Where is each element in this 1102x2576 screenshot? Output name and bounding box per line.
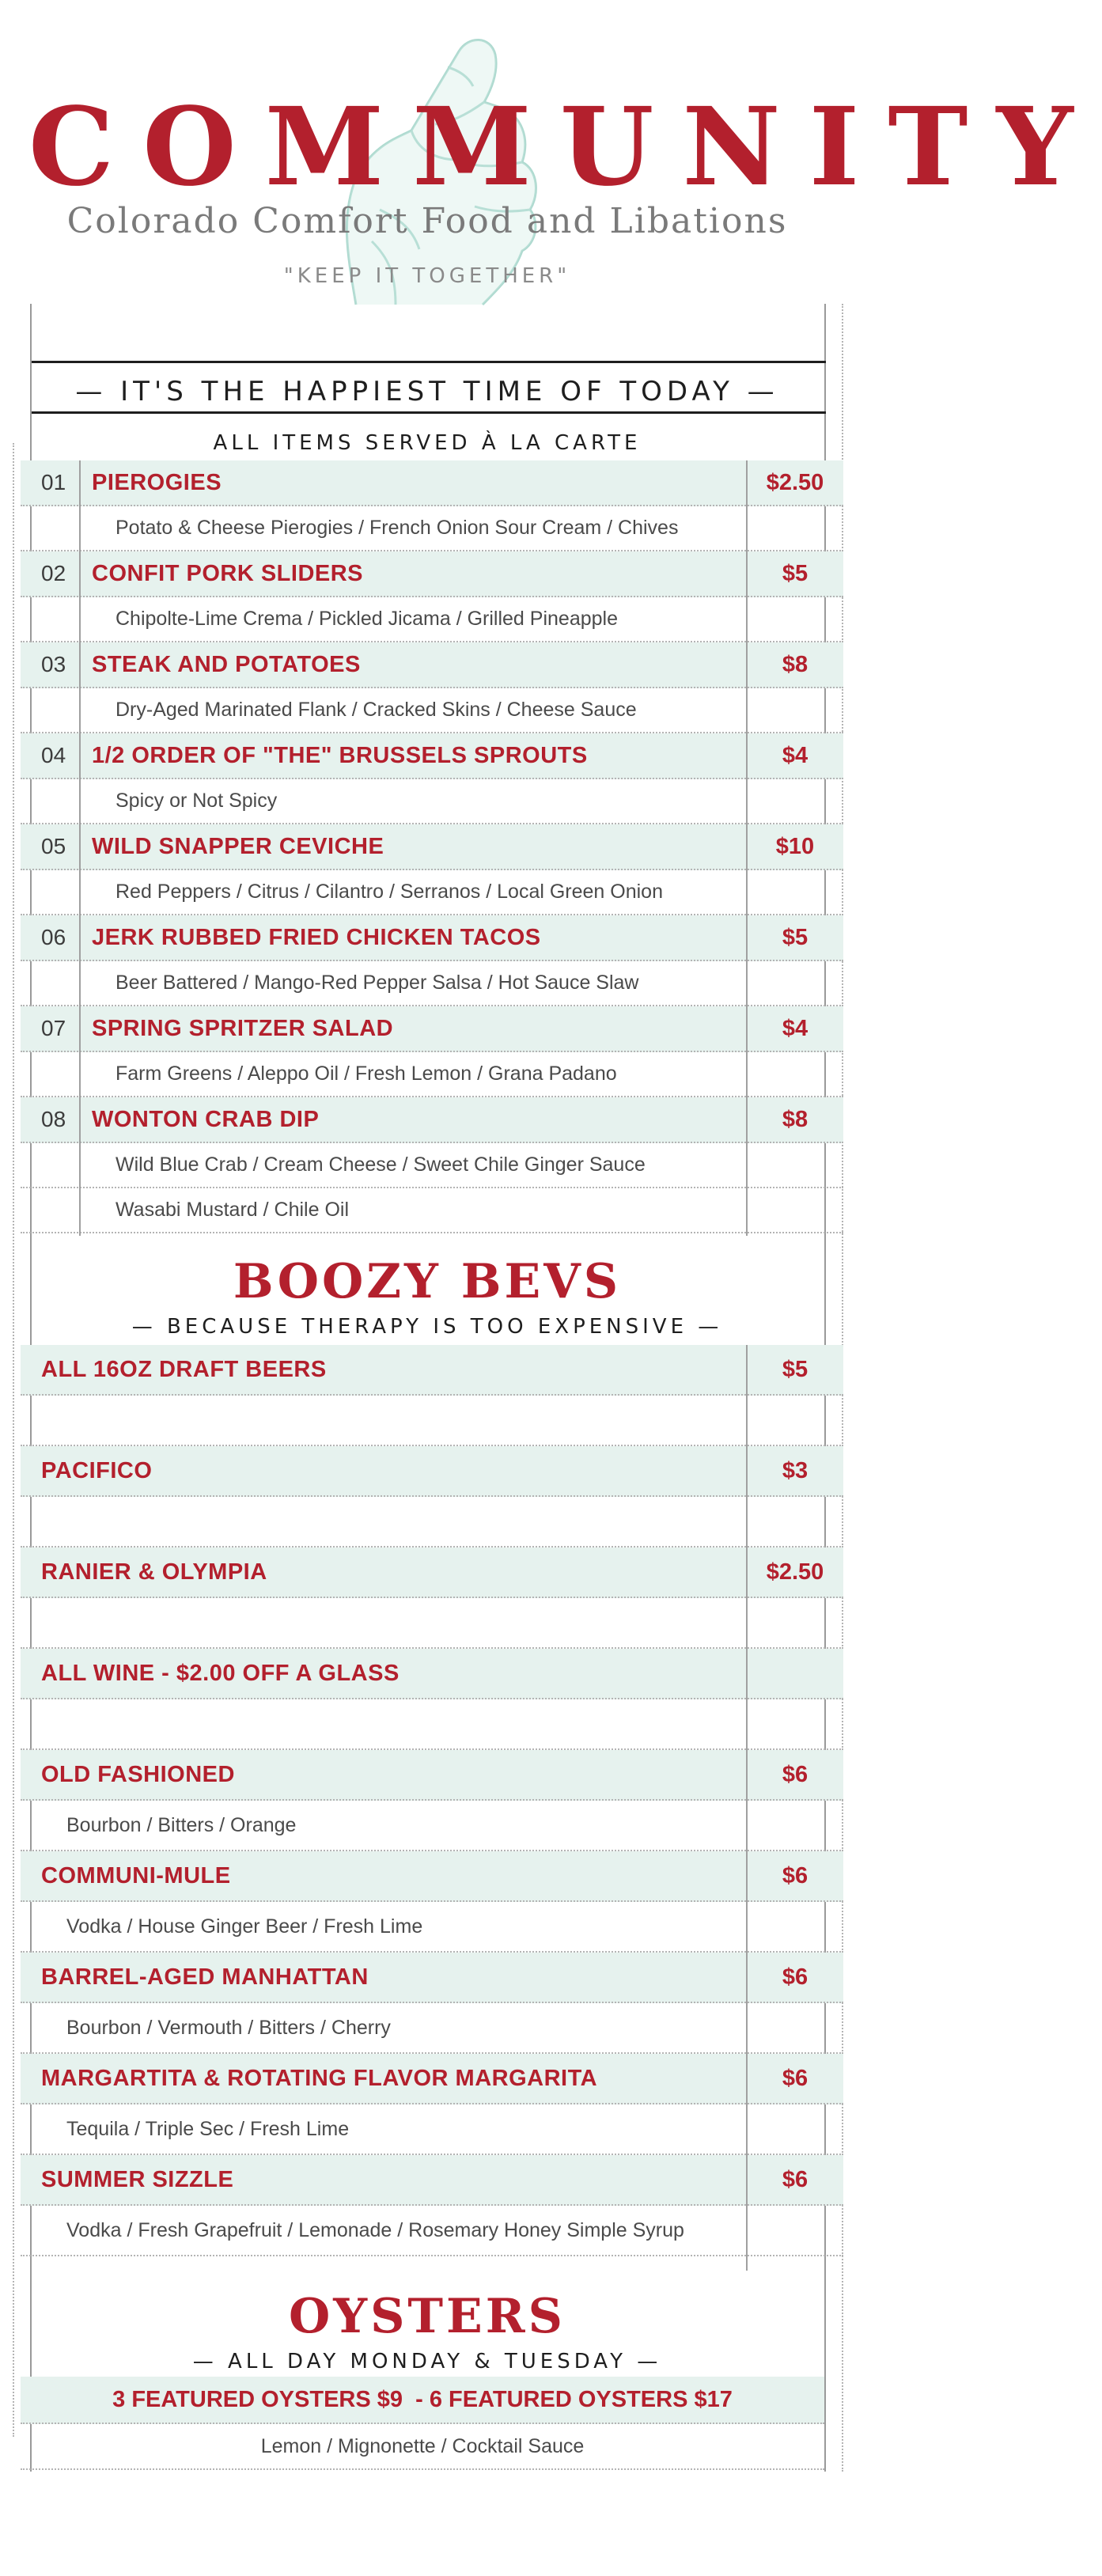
bev-price-column-divider	[746, 1345, 748, 2271]
happy-hour-title-text: IT'S THE HAPPIEST TIME OF TODAY	[120, 376, 734, 407]
bev-row	[21, 1345, 843, 1396]
bev-name: ALL WINE - $2.00 OFF A GLASS	[41, 1660, 400, 1686]
bev-row	[21, 1547, 843, 1598]
bev-price: $3	[782, 1457, 809, 1483]
item-price: $4	[782, 742, 809, 768]
oysters-offer: 3 FEATURED OYSTERS $9 - 6 FEATURED OYSTERS $17	[112, 2386, 733, 2412]
bev-name: ALL 16OZ DRAFT BEERS	[41, 1356, 327, 1382]
bev-row	[21, 1953, 843, 2003]
item-price: $10	[775, 833, 815, 859]
item-price: $2.50	[766, 469, 824, 495]
item-description: Farm Greens / Aleppo Oil / Fresh Lemon / Grana Padano	[116, 1063, 617, 1085]
number-column-divider	[79, 460, 81, 1236]
item-name: CONFIT PORK SLIDERS	[92, 560, 364, 586]
item-number: 01	[41, 470, 66, 494]
bev-price	[747, 1649, 843, 1698]
item-description-row	[21, 597, 843, 642]
item-number: 04	[41, 743, 66, 767]
bev-row	[21, 1750, 843, 1801]
item-description: Beer Battered / Mango-Red Pepper Salsa / Hot Sauce Slaw	[116, 972, 639, 994]
bev-price: $6	[782, 1862, 809, 1888]
bev-description: Vodka / Fresh Grapefruit / Lemonade / Rosemary Honey Simple Syrup	[66, 2218, 684, 2241]
happy-hour-subtitle: ALL ITEMS SERVED À LA CARTE	[213, 431, 642, 455]
bev-price: $6	[782, 1761, 809, 1787]
bev-name: OLD FASHIONED	[41, 1761, 235, 1787]
menu-item-row	[21, 551, 843, 597]
item-price: $5	[782, 560, 809, 586]
item-description: Red Peppers / Citrus / Cilantro / Serranos / Local Green Onion	[116, 881, 663, 903]
oysters-offer-row	[21, 2377, 824, 2424]
item-name: WONTON CRAB DIP	[92, 1106, 320, 1132]
item-name: PIEROGIES	[92, 469, 222, 495]
menu-item-row	[21, 733, 843, 779]
brand-motto: "KEEP IT TOGETHER"	[283, 264, 571, 288]
menu-item-row	[21, 642, 843, 688]
item-description: Chipolte-Lime Crema / Pickled Jicama / Grilled Pineapple	[116, 608, 618, 630]
item-name: JERK RUBBED FRIED CHICKEN TACOS	[92, 924, 541, 950]
item-description-row	[21, 779, 843, 824]
bev-description-row	[21, 1902, 843, 1953]
menu-item-row	[21, 824, 843, 870]
oysters-subtitle: — ALL DAY MONDAY & TUESDAY —	[192, 2350, 662, 2373]
item-price: $4	[782, 1015, 809, 1041]
bev-name: MARGARTITA & ROTATING FLAVOR MARGARITA	[41, 2065, 598, 2091]
item-description: Wild Blue Crab / Cream Cheese / Sweet Chile Ginger Sauce	[116, 1154, 646, 1176]
heading-top-rule	[32, 361, 826, 363]
bev-description: Tequila / Triple Sec / Fresh Lime	[66, 2117, 350, 2140]
item-description-row	[21, 1188, 843, 1233]
item-description: Potato & Cheese Pierogies / French Onion Sour Cream / Chives	[116, 517, 679, 539]
item-description: Dry-Aged Marinated Flank / Cracked Skins / Cheese Sauce	[116, 699, 637, 721]
menu-item-row	[21, 915, 843, 961]
bev-description-row	[21, 1497, 843, 1547]
bev-name: COMMUNI-MULE	[41, 1862, 231, 1888]
brand-logo-text: COMMUNITY	[28, 84, 1102, 210]
bev-description: Bourbon / Bitters / Orange	[66, 1813, 297, 1836]
bev-price: $6	[782, 1964, 809, 1990]
item-name: STEAK AND POTATOES	[92, 651, 361, 677]
bev-row	[21, 1649, 843, 1699]
oysters-title: OYSTERS	[288, 2289, 566, 2344]
bev-name: BARREL-AGED MANHATTAN	[41, 1964, 369, 1990]
frame-left-dotted	[13, 443, 14, 2437]
bev-row	[21, 1851, 843, 1902]
bev-description-row	[21, 2104, 843, 2155]
menu-item-row	[21, 1006, 843, 1052]
bev-description: Vodka / House Ginger Beer / Fresh Lime	[66, 1915, 423, 1938]
bev-description-row	[21, 1699, 843, 1750]
boozy-bevs-subtitle-text: BECAUSE THERAPY IS TOO EXPENSIVE	[166, 1315, 688, 1339]
item-number: 07	[41, 1016, 66, 1040]
bev-price: $6	[782, 2166, 809, 2192]
bev-row	[21, 2054, 843, 2104]
item-number: 02	[41, 561, 66, 585]
item-description-row	[21, 688, 843, 733]
item-name: WILD SNAPPER CEVICHE	[92, 833, 384, 859]
bev-row	[21, 1446, 843, 1497]
brand-tagline: Colorado Comfort Food and Libations	[66, 201, 788, 241]
item-description-row	[21, 1052, 843, 1097]
bev-description-row	[21, 1801, 843, 1851]
bev-description-row	[21, 2003, 843, 2054]
item-price: $5	[782, 924, 809, 950]
item-description-row	[21, 961, 843, 1006]
bev-name: SUMMER SIZZLE	[41, 2166, 234, 2192]
bev-row	[21, 2155, 843, 2206]
boozy-bevs-title: BOOZY BEVS	[233, 1254, 622, 1309]
bev-description: Bourbon / Vermouth / Bitters / Cherry	[66, 2016, 391, 2039]
item-description-row	[21, 1143, 843, 1188]
boozy-bevs-subtitle: — BECAUSE THERAPY IS TOO EXPENSIVE —	[131, 1315, 723, 1339]
item-price: $8	[782, 1106, 809, 1132]
happy-hour-title: — IT'S THE HAPPIEST TIME OF TODAY —	[75, 376, 779, 407]
bev-price: $2.50	[766, 1559, 824, 1585]
bev-name: RANIER & OLYMPIA	[41, 1559, 267, 1585]
item-number: 05	[41, 834, 66, 858]
oysters-desc-row	[21, 2424, 824, 2470]
item-number: 08	[41, 1107, 66, 1131]
item-description: Spicy or Not Spicy	[116, 790, 278, 812]
item-name: SPRING SPRITZER SALAD	[92, 1015, 394, 1041]
item-number: 06	[41, 925, 66, 949]
item-description-row	[21, 506, 843, 551]
oysters-subtitle-text: ALL DAY MONDAY & TUESDAY	[228, 2350, 627, 2373]
bev-price: $5	[782, 1356, 809, 1382]
logo-header	[0, 0, 1102, 316]
item-description: Wasabi Mustard / Chile Oil	[116, 1199, 349, 1221]
item-number: 03	[41, 652, 66, 676]
item-description-row	[21, 870, 843, 915]
bev-description-row	[21, 2206, 843, 2256]
heading-bottom-rule	[32, 411, 826, 414]
oysters-description: Lemon / Mignonette / Cocktail Sauce	[260, 2434, 585, 2457]
item-name: 1/2 ORDER OF "THE" BRUSSELS SPROUTS	[92, 742, 588, 768]
menu-item-row	[21, 460, 843, 506]
bev-description-row	[21, 1598, 843, 1649]
bev-price: $6	[782, 2065, 809, 2091]
price-column-divider	[746, 460, 748, 1236]
bev-description-row	[21, 1396, 843, 1446]
bev-name: PACIFICO	[41, 1457, 153, 1483]
item-price: $8	[782, 651, 809, 677]
menu-item-row	[21, 1097, 843, 1143]
